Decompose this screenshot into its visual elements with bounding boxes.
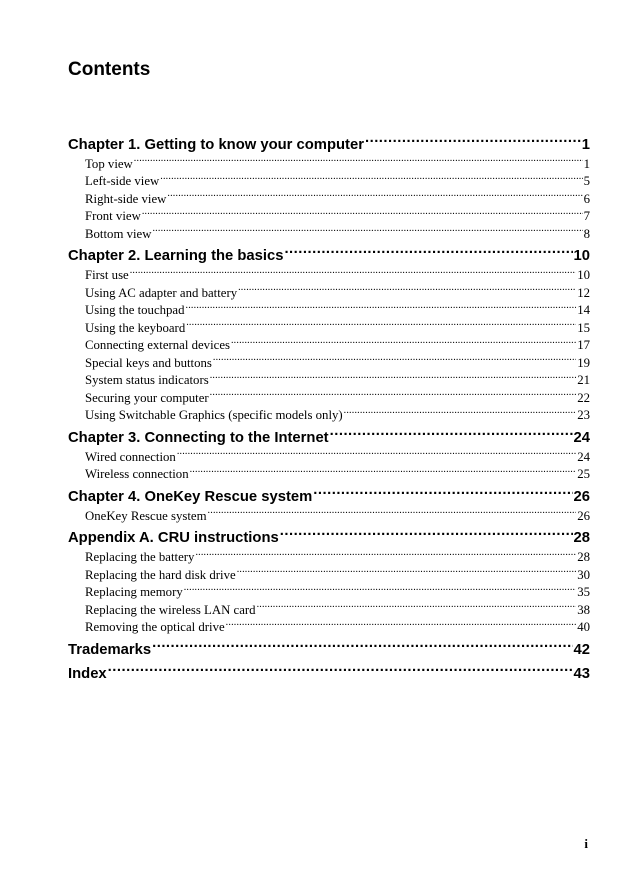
dot-leader bbox=[213, 354, 576, 367]
toc-entry-label: Using AC adapter and battery bbox=[85, 285, 238, 300]
toc-entry-label: Right-side view bbox=[85, 191, 167, 206]
dot-leader bbox=[190, 466, 577, 479]
toc-chapter-row[interactable] bbox=[68, 246, 590, 267]
toc-entry-label: Bottom view bbox=[85, 226, 152, 241]
toc-entry-row[interactable] bbox=[68, 466, 590, 484]
toc-chapter-page: 42 bbox=[573, 641, 590, 658]
toc-entry-page: 7 bbox=[583, 209, 590, 224]
toc-chapter-page: 43 bbox=[573, 665, 590, 682]
toc-entry-row[interactable] bbox=[68, 407, 590, 425]
toc-entry-label: OneKey Rescue system bbox=[85, 508, 207, 523]
toc-entry-label: Front view bbox=[85, 209, 141, 224]
toc-entry-row[interactable] bbox=[68, 284, 590, 302]
toc-entry-page: 5 bbox=[583, 174, 590, 189]
dot-leader bbox=[160, 173, 582, 186]
toc-entry-row[interactable] bbox=[68, 389, 590, 407]
dot-leader bbox=[142, 208, 583, 221]
toc-chapter-label: Chapter 1. Getting to know your computer bbox=[68, 136, 364, 153]
toc-entry-row[interactable] bbox=[68, 208, 590, 226]
toc-chapter-row[interactable] bbox=[68, 663, 590, 684]
dot-leader bbox=[152, 225, 582, 238]
dot-leader bbox=[130, 267, 576, 280]
toc-entry-label: Special keys and buttons bbox=[85, 355, 212, 370]
toc-entry-label: First use bbox=[85, 268, 129, 283]
toc-entry-page: 15 bbox=[577, 320, 590, 335]
toc-entry-row[interactable] bbox=[68, 372, 590, 390]
dot-leader bbox=[108, 663, 573, 678]
toc-entry-row[interactable] bbox=[68, 566, 590, 584]
toc-entry-row[interactable] bbox=[68, 601, 590, 619]
dot-leader bbox=[313, 486, 572, 501]
toc-chapter-row[interactable] bbox=[68, 427, 590, 448]
dot-leader bbox=[226, 619, 577, 632]
toc-entry-label: Wired connection bbox=[85, 449, 176, 464]
toc-chapter-label: Index bbox=[68, 665, 107, 682]
toc-chapter-row[interactable] bbox=[68, 486, 590, 507]
dot-leader bbox=[231, 337, 576, 350]
toc-entry-label: Wireless connection bbox=[85, 467, 189, 482]
toc-entry-page: 25 bbox=[577, 467, 590, 482]
dot-leader bbox=[184, 584, 576, 597]
toc-entry-page: 23 bbox=[577, 408, 590, 423]
toc-entry-page: 22 bbox=[577, 390, 590, 405]
toc-entry-label: Left-side view bbox=[85, 174, 160, 189]
dot-leader bbox=[208, 507, 577, 520]
toc-entry-page: 35 bbox=[577, 585, 590, 600]
toc-entry-page: 40 bbox=[577, 620, 590, 635]
toc-entry-row[interactable] bbox=[68, 549, 590, 567]
page-title: Contents bbox=[68, 59, 151, 80]
toc-entry-label: Connecting external devices bbox=[85, 338, 230, 353]
dot-leader bbox=[186, 302, 577, 315]
dot-leader bbox=[237, 566, 577, 579]
toc-entry-page: 19 bbox=[577, 355, 590, 370]
toc-entry-label: Securing your computer bbox=[85, 390, 209, 405]
toc-chapter-row[interactable] bbox=[68, 528, 590, 549]
dot-leader bbox=[210, 372, 577, 385]
toc-chapter-page: 28 bbox=[573, 530, 590, 547]
toc-entry-label: Using Switchable Graphics (specific models only) bbox=[85, 408, 343, 423]
toc-entry-label: Replacing the wireless LAN card bbox=[85, 602, 256, 617]
toc-entry-row[interactable] bbox=[68, 302, 590, 320]
toc-entry-page: 14 bbox=[577, 303, 590, 318]
toc-entry-page: 26 bbox=[577, 508, 590, 523]
toc-entry-page: 1 bbox=[583, 156, 590, 171]
toc-entry-page: 21 bbox=[577, 373, 590, 388]
toc-entry-label: Replacing the hard disk drive bbox=[85, 567, 236, 582]
toc-entry-row[interactable] bbox=[68, 155, 590, 173]
toc-entry-row[interactable] bbox=[68, 319, 590, 337]
dot-leader bbox=[365, 134, 581, 149]
toc-entry-row[interactable] bbox=[68, 507, 590, 525]
dot-leader bbox=[167, 190, 582, 203]
toc-entry-page: 17 bbox=[577, 338, 590, 353]
toc-chapter-label: Chapter 3. Connecting to the Internet bbox=[68, 429, 329, 446]
toc-entry-row[interactable] bbox=[68, 337, 590, 355]
dot-leader bbox=[257, 601, 577, 614]
toc-chapter-row[interactable] bbox=[68, 639, 590, 660]
toc-entry-row[interactable] bbox=[68, 267, 590, 285]
dot-leader bbox=[284, 246, 572, 261]
toc-chapter-label: Trademarks bbox=[68, 641, 152, 658]
dot-leader bbox=[238, 284, 576, 297]
toc-chapter-page: 10 bbox=[573, 248, 590, 265]
dot-leader bbox=[195, 549, 576, 562]
toc-entry-label: Using the touchpad bbox=[85, 303, 185, 318]
toc-chapter-label: Appendix A. CRU instructions bbox=[68, 530, 279, 547]
toc-entry-row[interactable] bbox=[68, 173, 590, 191]
dot-leader bbox=[330, 427, 573, 442]
toc-entry-page: 8 bbox=[583, 226, 590, 241]
toc-entry-row[interactable] bbox=[68, 584, 590, 602]
dot-leader bbox=[280, 528, 573, 543]
toc-chapter-row[interactable] bbox=[68, 134, 590, 155]
toc-entry-page: 38 bbox=[577, 602, 590, 617]
toc-entry-page: 28 bbox=[577, 550, 590, 565]
dot-leader bbox=[186, 319, 576, 332]
toc-entry-page: 12 bbox=[577, 285, 590, 300]
toc-entry-row[interactable] bbox=[68, 190, 590, 208]
toc-entry-row[interactable] bbox=[68, 225, 590, 243]
toc-chapter-label: Chapter 2. Learning the basics bbox=[68, 248, 284, 265]
toc-entry-page: 6 bbox=[583, 191, 590, 206]
toc-entry-label: Replacing memory bbox=[85, 585, 183, 600]
toc-chapter-page: 24 bbox=[573, 429, 590, 446]
toc-entry-label: Replacing the battery bbox=[85, 550, 195, 565]
toc-chapter-page: 1 bbox=[581, 136, 590, 153]
toc-entry-row[interactable] bbox=[68, 354, 590, 372]
dot-leader bbox=[344, 407, 577, 420]
dot-leader bbox=[177, 448, 576, 461]
page-number: i bbox=[584, 836, 588, 851]
toc-entry-page: 30 bbox=[577, 567, 590, 582]
toc-entry-row[interactable] bbox=[68, 619, 590, 637]
toc-entry-label: Top view bbox=[85, 156, 133, 171]
toc-entry-page: 24 bbox=[577, 449, 590, 464]
dot-leader bbox=[134, 155, 583, 168]
toc-entry-label: System status indicators bbox=[85, 373, 209, 388]
toc-entry-row[interactable] bbox=[68, 448, 590, 466]
table-of-contents bbox=[68, 134, 590, 684]
toc-chapter-label: Chapter 4. OneKey Rescue system bbox=[68, 488, 313, 505]
toc-chapter-page: 26 bbox=[573, 488, 590, 505]
toc-entry-label: Using the keyboard bbox=[85, 320, 186, 335]
toc-entry-label: Removing the optical drive bbox=[85, 620, 225, 635]
toc-entry-page: 10 bbox=[577, 268, 590, 283]
dot-leader bbox=[210, 389, 577, 402]
dot-leader bbox=[152, 639, 572, 654]
